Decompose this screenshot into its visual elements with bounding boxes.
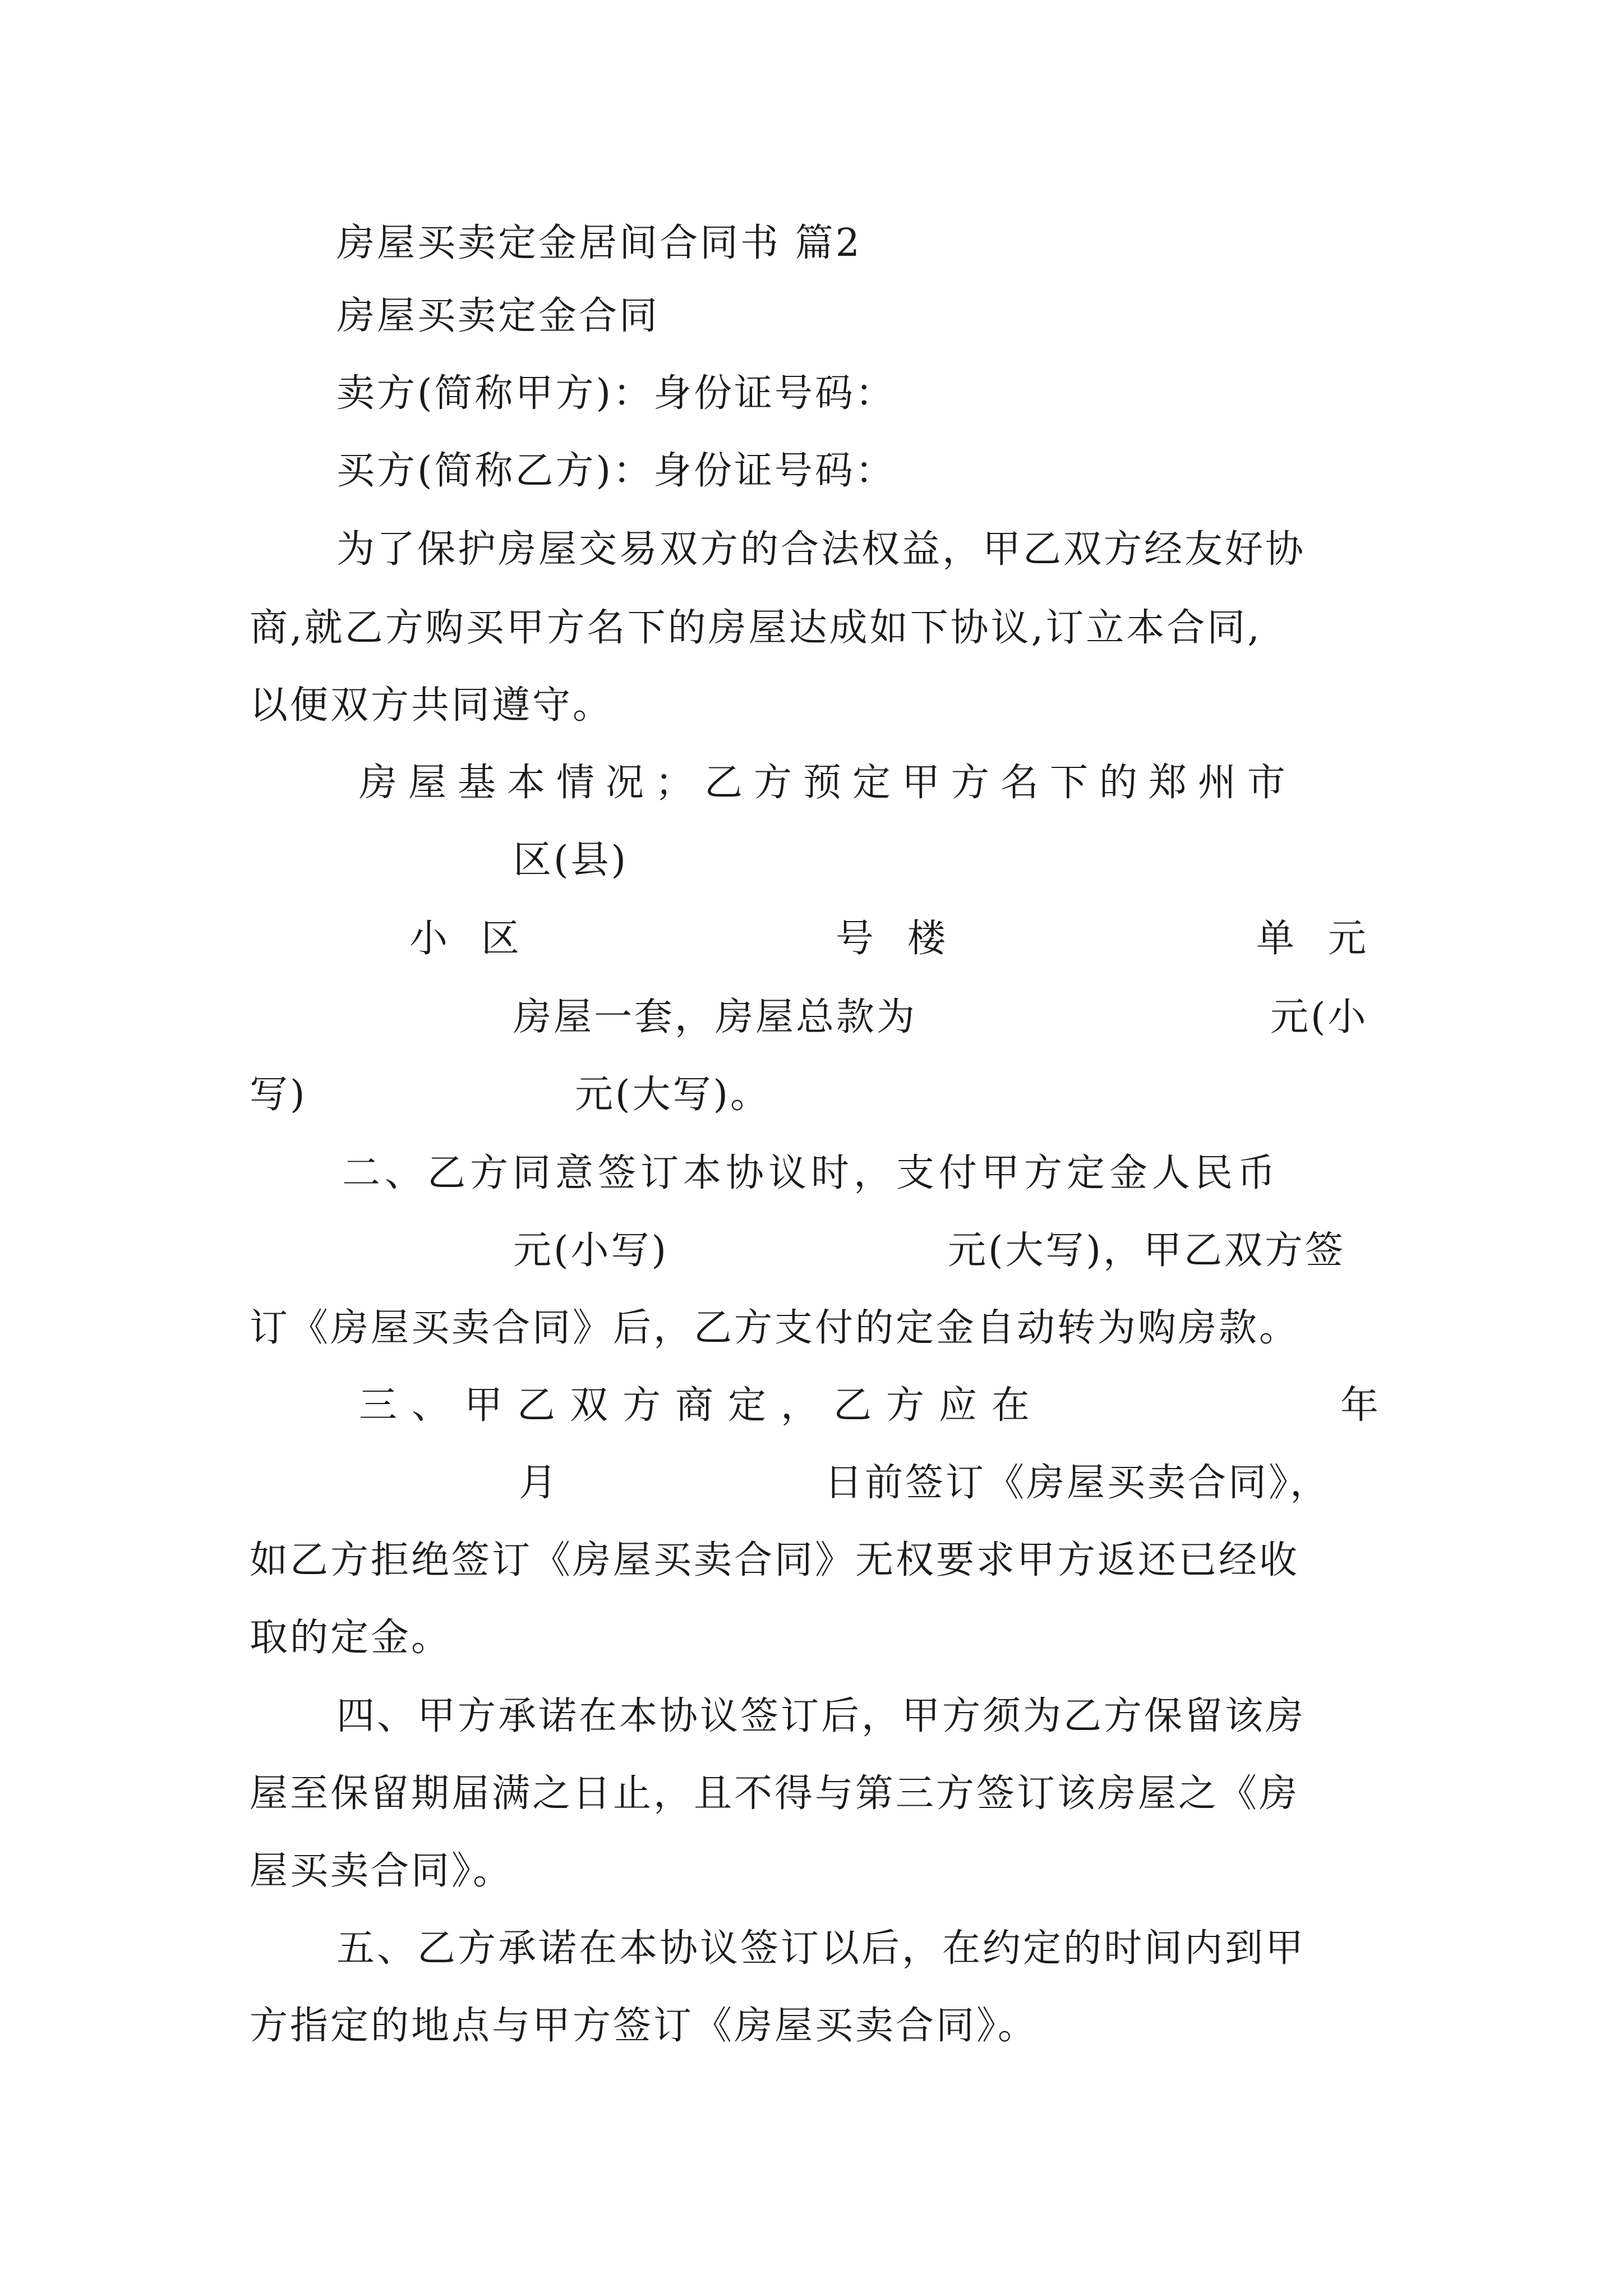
clause5-line-2: 方指定的地点与甲方签订《房屋买卖合同》。: [250, 2004, 1039, 2048]
clause2-line-3: 订《房屋买卖合同》后，乙方支付的定金自动转为购房款。: [250, 1306, 1300, 1350]
clause4-line-1: 四、甲方承诺在本协议签订后，甲方须为乙方保留该房: [336, 1694, 1306, 1738]
document-heading: 房屋买卖定金居间合同书 篇2: [336, 221, 862, 265]
clause4-line-3: 屋买卖合同》。: [250, 1849, 514, 1893]
clause4-line-2: 屋至保留期届满之日止，且不得与第三方签订该房屋之《房: [250, 1772, 1300, 1816]
clause3-line-1: 三、甲乙双方商定，乙方应在: [359, 1383, 1045, 1428]
clause1-line-1: 房屋基本情况；乙方预定甲方名下的郑州市: [359, 761, 1297, 805]
clause1-unit: 单元: [1256, 917, 1400, 961]
seller-line: 卖方(简称甲方)：身份证号码：: [336, 371, 896, 416]
clause3-day-sign: 日前签订《房屋买卖合同》，: [824, 1461, 1331, 1505]
clause5-line-1: 五、乙方承诺在本协议签订以后，在约定的时间内到甲: [336, 1926, 1306, 1971]
clause1-write: 写): [250, 1073, 307, 1117]
clause1-total-price: 房屋一套，房屋总款为: [513, 995, 917, 1039]
clause3-month: 月: [519, 1461, 560, 1505]
intro-line-3: 以便双方共同遵守。: [250, 683, 614, 728]
clause1-line-2: 区(县): [513, 838, 629, 882]
buyer-line: 买方(简称乙方)：身份证号码：: [336, 449, 896, 493]
clause2-line-1: 二、乙方同意签订本协议时，支付甲方定金人民币: [342, 1151, 1280, 1195]
clause1-building-no: 号楼: [836, 917, 980, 961]
clause3-year: 年: [1340, 1383, 1381, 1428]
intro-line-1: 为了保护房屋交易双方的合法权益，甲乙双方经友好协: [336, 527, 1306, 572]
clause2-yuan-upper: 元(大写)，甲乙双方签: [948, 1228, 1346, 1273]
clause1-yuan-upper: 元(大写)。: [575, 1073, 771, 1117]
clause3-line-3: 如乙方拒绝签订《房屋买卖合同》无权要求甲方返还已经收: [250, 1538, 1300, 1582]
intro-line-2: 商,就乙方购买甲方名下的房屋达成如下协议,订立本合同,: [250, 606, 1262, 650]
clause1-yuan-lower: 元(小: [1270, 995, 1368, 1039]
clause2-yuan-lower: 元(小写): [513, 1228, 669, 1273]
clause1-residential-area: 小区: [409, 917, 554, 961]
clause3-line-4: 取的定金。: [250, 1616, 452, 1660]
contract-title: 房屋买卖定金合同: [336, 294, 660, 338]
